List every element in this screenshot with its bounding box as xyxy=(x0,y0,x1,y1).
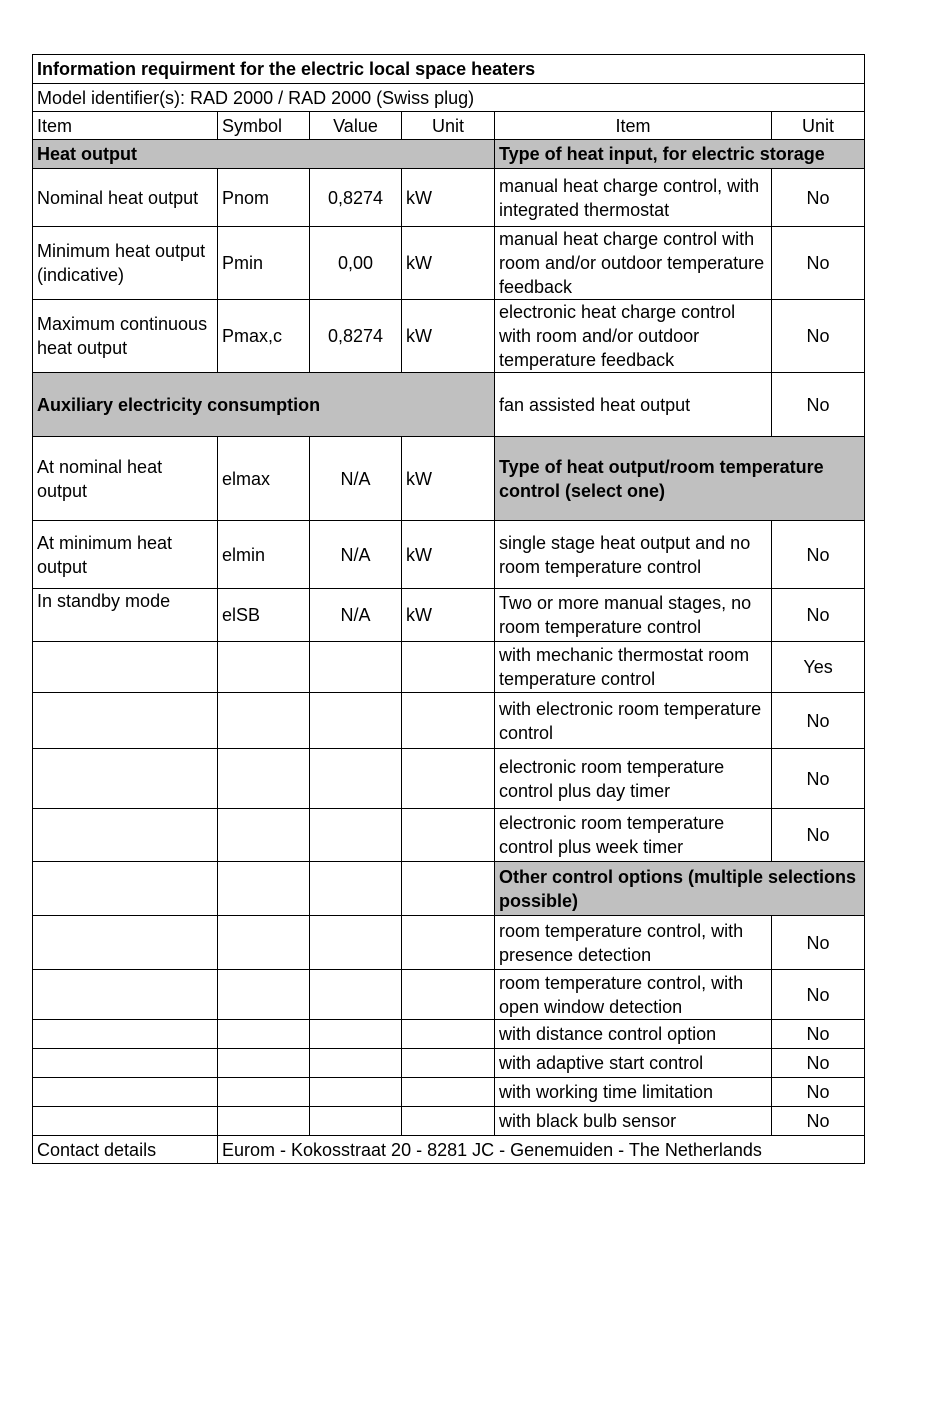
left-item: Minimum heat output (indicative) xyxy=(33,227,218,300)
right-item: with mechanic thermostat room temperature control xyxy=(495,642,772,693)
empty-cell xyxy=(33,693,218,749)
right-unit: Yes xyxy=(772,642,865,693)
right-item: with adaptive start control xyxy=(495,1049,772,1078)
header-unit-right: Unit xyxy=(772,112,865,140)
empty-cell xyxy=(402,862,495,916)
empty-cell xyxy=(218,749,310,809)
empty-cell xyxy=(33,809,218,862)
right-unit: No xyxy=(772,916,865,970)
right-item: Two or more manual stages, no room temperature control xyxy=(495,589,772,642)
right-unit: No xyxy=(772,521,865,589)
contact-value: Eurom - Kokosstraat 20 - 8281 JC - Genemuiden - The Netherlands xyxy=(218,1136,865,1164)
right-unit: No xyxy=(772,1078,865,1107)
info-table xyxy=(32,54,865,1164)
left-symbol: Pmin xyxy=(218,227,310,300)
right-unit: No xyxy=(772,693,865,749)
left-item: At minimum heat output xyxy=(33,521,218,589)
empty-cell xyxy=(33,1078,218,1107)
right-unit: No xyxy=(772,373,865,437)
left-unit: kW xyxy=(402,589,495,642)
right-unit: No xyxy=(772,970,865,1020)
empty-cell xyxy=(310,916,402,970)
empty-cell xyxy=(310,809,402,862)
left-symbol: elSB xyxy=(218,589,310,642)
empty-cell xyxy=(402,916,495,970)
left-item: In standby mode xyxy=(33,589,218,642)
empty-cell xyxy=(310,642,402,693)
empty-cell xyxy=(33,1020,218,1049)
right-unit: No xyxy=(772,589,865,642)
empty-cell xyxy=(218,916,310,970)
left-item: Maximum continuous heat output xyxy=(33,300,218,373)
left-value: N/A xyxy=(310,589,402,642)
left-value: N/A xyxy=(310,521,402,589)
header-value: Value xyxy=(310,112,402,140)
empty-cell xyxy=(402,693,495,749)
right-unit: No xyxy=(772,1049,865,1078)
section-control-type: Type of heat output/room temperature control (select one) xyxy=(495,437,865,521)
empty-cell xyxy=(402,1078,495,1107)
empty-cell xyxy=(33,749,218,809)
right-item: manual heat charge control with room and/or outdoor temperature feedback xyxy=(495,227,772,300)
empty-cell xyxy=(402,1020,495,1049)
left-unit: kW xyxy=(402,227,495,300)
empty-cell xyxy=(218,970,310,1020)
left-symbol: Pnom xyxy=(218,169,310,227)
empty-cell xyxy=(33,1107,218,1136)
empty-cell xyxy=(402,642,495,693)
empty-cell xyxy=(218,693,310,749)
model-identifier: Model identifier(s): RAD 2000 / RAD 2000 (Swiss plug) xyxy=(33,84,865,112)
empty-cell xyxy=(33,862,218,916)
left-unit: kW xyxy=(402,521,495,589)
empty-cell xyxy=(218,642,310,693)
empty-cell xyxy=(310,862,402,916)
empty-cell xyxy=(310,749,402,809)
right-item: electronic room temperature control plus day timer xyxy=(495,749,772,809)
empty-cell xyxy=(218,809,310,862)
right-item: single stage heat output and no room temperature control xyxy=(495,521,772,589)
empty-cell xyxy=(402,749,495,809)
empty-cell xyxy=(402,809,495,862)
right-item: with electronic room temperature control xyxy=(495,693,772,749)
section-auxiliary: Auxiliary electricity consumption xyxy=(33,373,495,437)
right-unit: No xyxy=(772,227,865,300)
header-item: Item xyxy=(33,112,218,140)
left-value: N/A xyxy=(310,437,402,521)
left-unit: kW xyxy=(402,437,495,521)
empty-cell xyxy=(402,1049,495,1078)
right-item: electronic room temperature control plus week timer xyxy=(495,809,772,862)
right-unit: No xyxy=(772,809,865,862)
right-unit: No xyxy=(772,1020,865,1049)
right-unit: No xyxy=(772,749,865,809)
empty-cell xyxy=(33,642,218,693)
right-item: room temperature control, with open window detection xyxy=(495,970,772,1020)
left-unit: kW xyxy=(402,300,495,373)
right-item: manual heat charge control, with integrated thermostat xyxy=(495,169,772,227)
left-value: 0,8274 xyxy=(310,169,402,227)
empty-cell xyxy=(402,970,495,1020)
right-item: with working time limitation xyxy=(495,1078,772,1107)
empty-cell xyxy=(402,1107,495,1136)
section-heat-output: Heat output xyxy=(33,140,495,169)
table-title: Information requirment for the electric local space heaters xyxy=(33,55,865,84)
right-unit: No xyxy=(772,169,865,227)
empty-cell xyxy=(218,1020,310,1049)
contact-label: Contact details xyxy=(33,1136,218,1164)
right-item: fan assisted heat output xyxy=(495,373,772,437)
empty-cell xyxy=(33,1049,218,1078)
empty-cell xyxy=(310,1078,402,1107)
header-item-right: Item xyxy=(495,112,772,140)
right-item: with distance control option xyxy=(495,1020,772,1049)
right-unit: No xyxy=(772,1107,865,1136)
empty-cell xyxy=(310,970,402,1020)
right-item: room temperature control, with presence detection xyxy=(495,916,772,970)
section-other-control: Other control options (multiple selections possible) xyxy=(495,862,865,916)
section-heat-input: Type of heat input, for electric storage xyxy=(495,140,865,169)
right-item: electronic heat charge control with room and/or outdoor temperature feedback xyxy=(495,300,772,373)
left-unit: kW xyxy=(402,169,495,227)
left-item: Nominal heat output xyxy=(33,169,218,227)
empty-cell xyxy=(33,916,218,970)
empty-cell xyxy=(218,1078,310,1107)
empty-cell xyxy=(218,862,310,916)
right-unit: No xyxy=(772,300,865,373)
header-symbol: Symbol xyxy=(218,112,310,140)
empty-cell xyxy=(310,693,402,749)
header-unit: Unit xyxy=(402,112,495,140)
left-value: 0,00 xyxy=(310,227,402,300)
empty-cell xyxy=(218,1049,310,1078)
left-symbol: elmin xyxy=(218,521,310,589)
empty-cell xyxy=(33,970,218,1020)
left-symbol: Pmax,c xyxy=(218,300,310,373)
empty-cell xyxy=(310,1107,402,1136)
left-value: 0,8274 xyxy=(310,300,402,373)
empty-cell xyxy=(310,1049,402,1078)
right-item: with black bulb sensor xyxy=(495,1107,772,1136)
left-item: At nominal heat output xyxy=(33,437,218,521)
left-symbol: elmax xyxy=(218,437,310,521)
empty-cell xyxy=(218,1107,310,1136)
empty-cell xyxy=(310,1020,402,1049)
